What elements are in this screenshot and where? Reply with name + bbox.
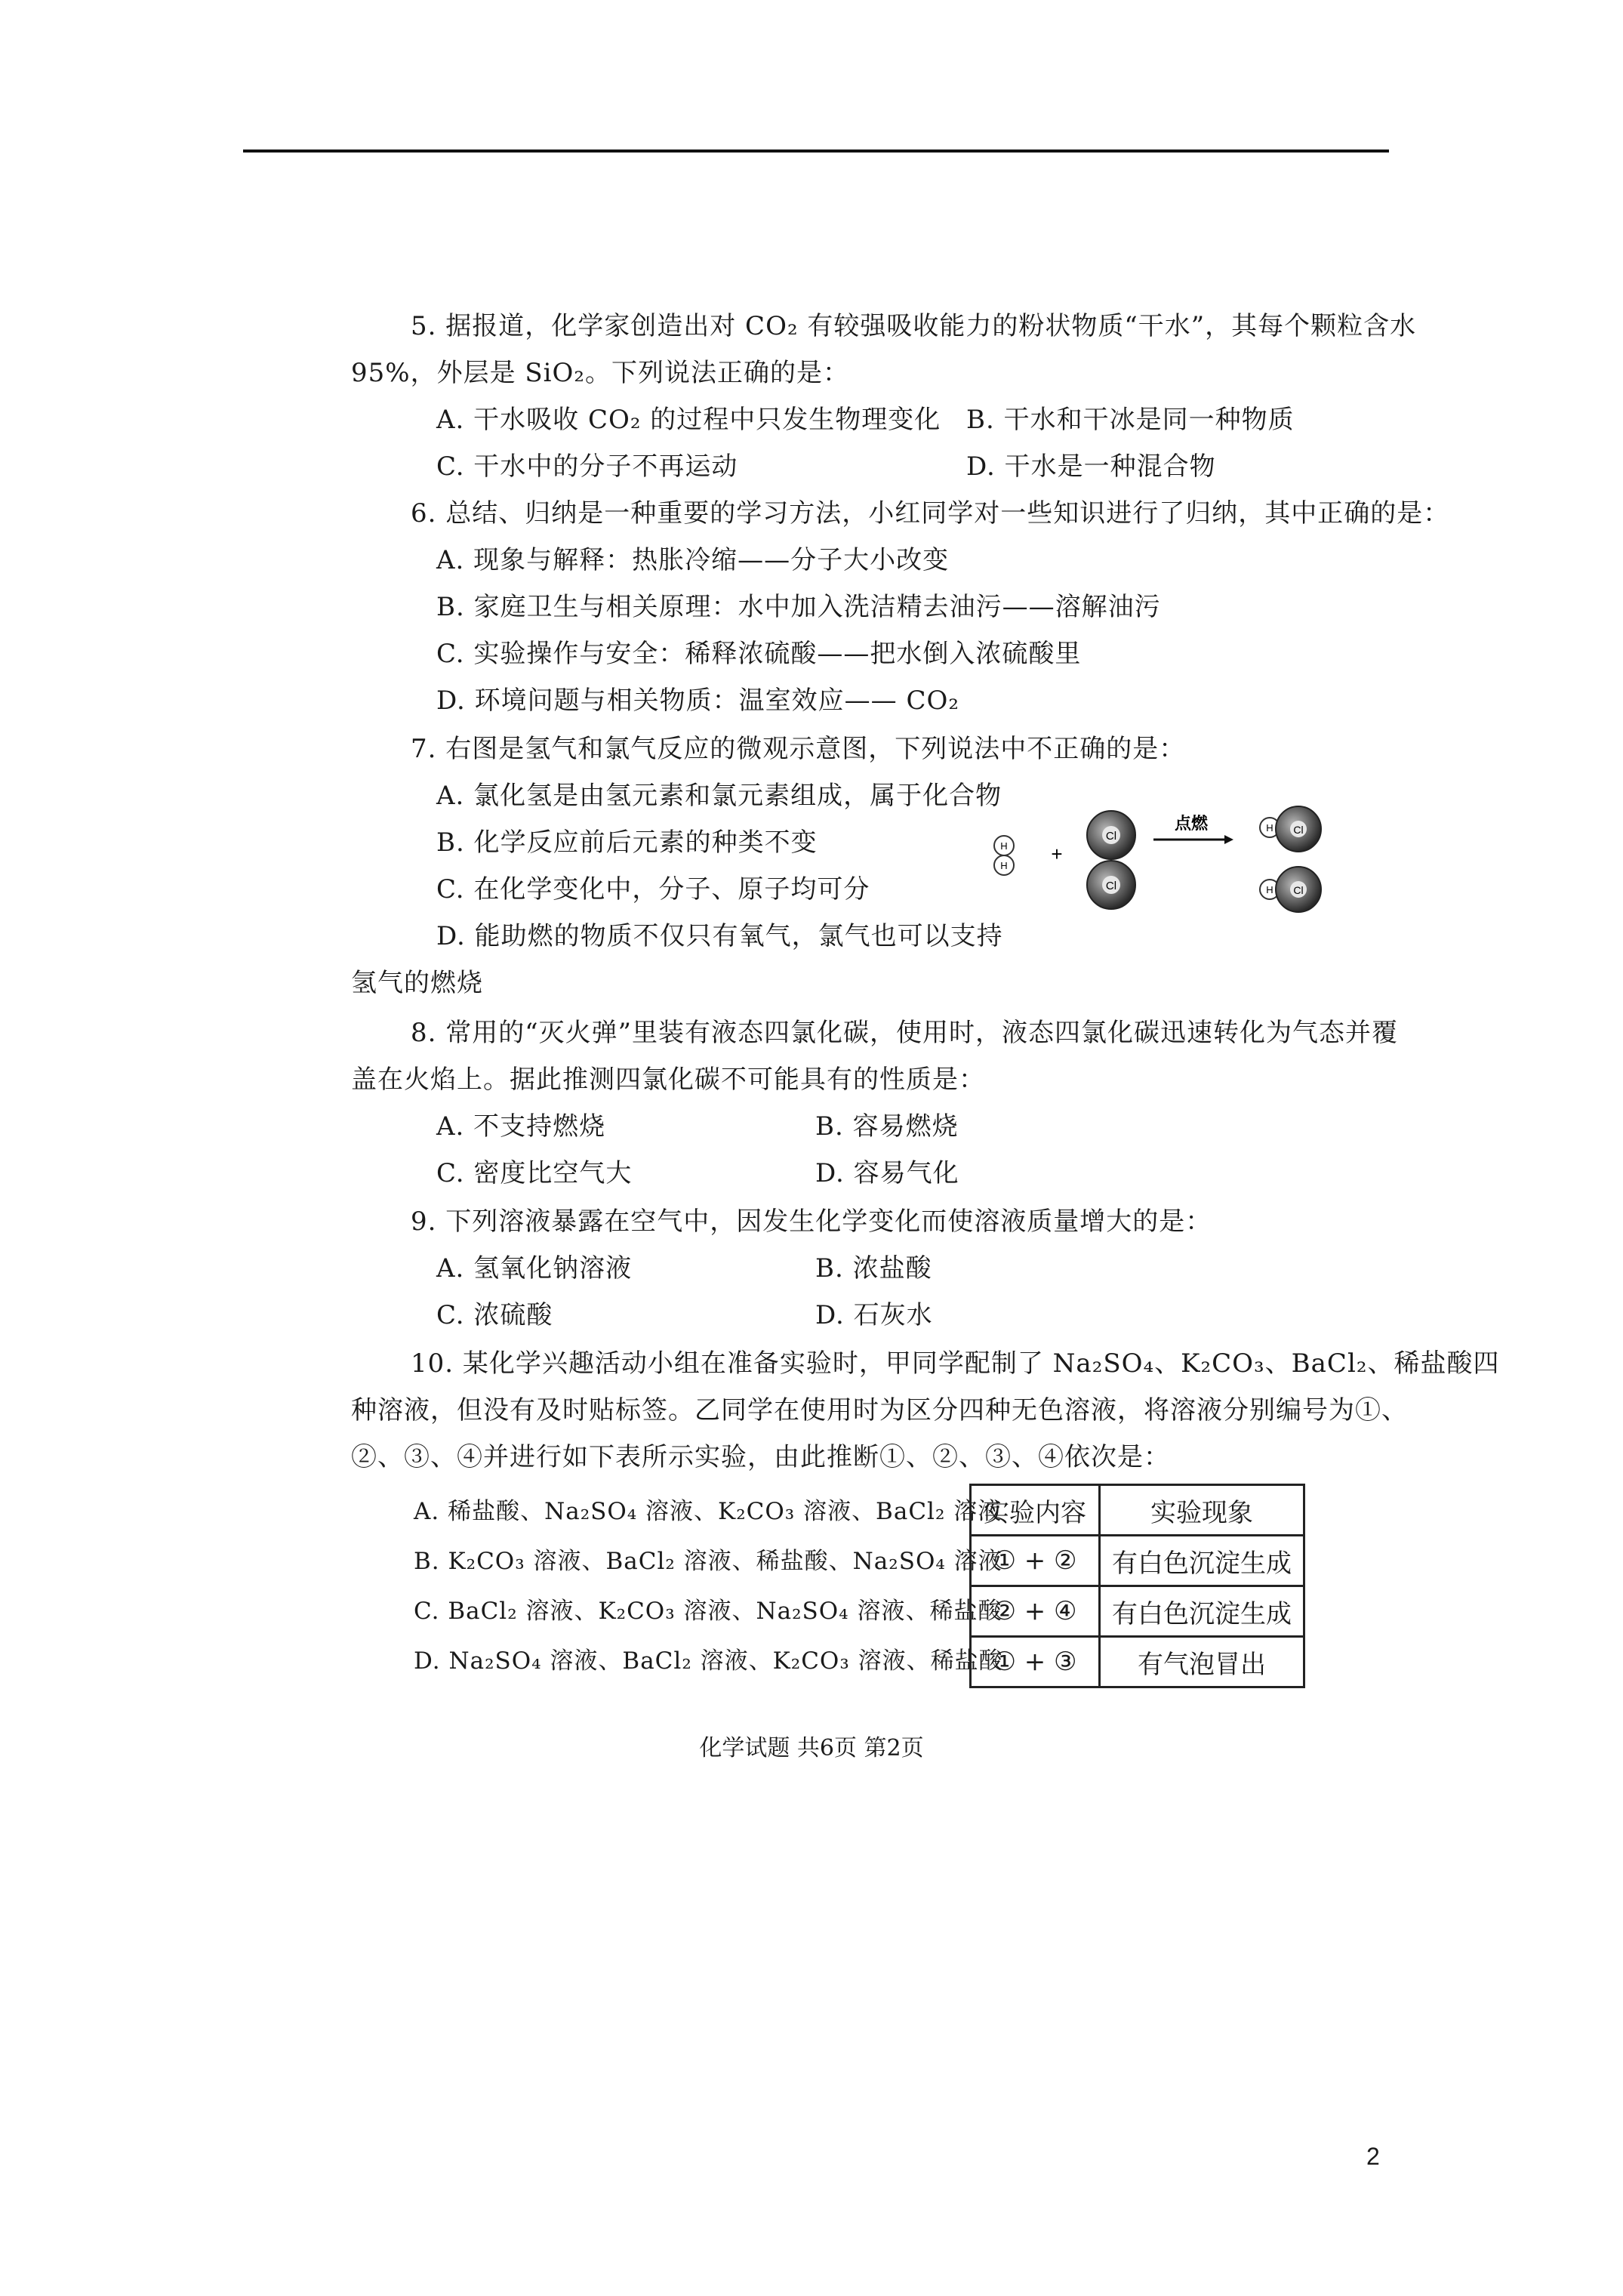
table-cell: ① + ②: [971, 1536, 1100, 1586]
q5-option-a: A. 干水吸收 CO₂ 的过程中只发生物理变化: [436, 405, 941, 435]
table-cell: 有白色沉淀生成: [1100, 1536, 1304, 1586]
hcl-molecule-1: [1260, 806, 1321, 852]
q7-option-d-continued: 氢气的燃烧: [351, 968, 483, 998]
cl-label-2: Cl: [1105, 880, 1117, 892]
q10-option-b: B. K₂CO₃ 溶液、BaCl₂ 溶液、稀盐酸、Na₂SO₄ 溶液: [414, 1548, 1002, 1575]
svg-text:Cl: Cl: [1293, 824, 1304, 836]
q10-option-c: C. BaCl₂ 溶液、K₂CO₃ 溶液、Na₂SO₄ 溶液、稀盐酸: [414, 1598, 1002, 1625]
q10-option-a: A. 稀盐酸、Na₂SO₄ 溶液、K₂CO₃ 溶液、BaCl₂ 溶液: [414, 1498, 1002, 1525]
table-cell: ① + ③: [971, 1637, 1100, 1687]
q8-option-a: A. 不支持燃烧: [436, 1111, 606, 1142]
experiment-table: [969, 1484, 1305, 1688]
reaction-condition: 点燃: [1174, 815, 1209, 834]
q8-stem-line1: 8. 常用的“灭火弹”里装有液态四氯化碳，使用时，液态四氯化碳迅速转化为气态并覆: [411, 1018, 1399, 1048]
q5-option-b: B. 干水和干冰是同一种物质: [966, 405, 1295, 435]
svg-text:Cl: Cl: [1293, 884, 1304, 896]
table-cell: 有气泡冒出: [1100, 1637, 1304, 1687]
hcl-molecule-2: [1260, 867, 1321, 912]
plus-sign: +: [1051, 843, 1063, 865]
q9-option-c: C. 浓硫酸: [436, 1300, 553, 1330]
q9-option-b: B. 浓盐酸: [815, 1253, 932, 1284]
q5-stem-line1: 5. 据报道，化学家创造出对 CO₂ 有较强吸收能力的粉状物质“干水”，其每个颗粒含水: [411, 311, 1417, 341]
q6-option-d: D. 环境问题与相关物质：温室效应—— CO₂: [436, 686, 959, 716]
chlorine-molecule: [1087, 811, 1135, 909]
table-header-row: [971, 1485, 1304, 1536]
q8-option-c: C. 密度比空气大: [436, 1158, 633, 1188]
q9-stem: 9. 下列溶液暴露在空气中，因发生化学变化而使溶液质量增大的是：: [411, 1207, 1212, 1237]
q8-option-d: D. 容易气化: [815, 1158, 959, 1188]
h-label-2: H: [1000, 860, 1008, 871]
q9-option-d: D. 石灰水: [815, 1300, 933, 1330]
cl-label-1: Cl: [1105, 830, 1117, 843]
table-row: [971, 1637, 1304, 1687]
q7-option-d: D. 能助燃的物质不仅只有氧气，氯气也可以支持: [436, 921, 1003, 951]
q5-stem-line2: 95%，外层是 SiO₂。下列说法正确的是：: [351, 358, 850, 388]
hydrogen-molecule: [994, 836, 1014, 875]
q6-option-a: A. 现象与解释：热胀冷缩——分子大小改变: [436, 545, 950, 575]
q6-stem: 6. 总结、归纳是一种重要的学习方法，小红同学对一些知识进行了归纳，其中正确的是：: [411, 498, 1450, 529]
q8-option-b: B. 容易燃烧: [815, 1111, 959, 1142]
q10-option-d: D. Na₂SO₄ 溶液、BaCl₂ 溶液、K₂CO₃ 溶液、稀盐酸: [414, 1647, 1003, 1675]
q7-option-a: A. 氯化氢是由氢元素和氯元素组成，属于化合物: [436, 781, 1002, 811]
h-label-1: H: [1000, 840, 1008, 852]
q5-option-d: D. 干水是一种混合物: [966, 451, 1216, 482]
table-row: [971, 1536, 1304, 1586]
table-header-content: 实验内容: [971, 1485, 1100, 1536]
q7-option-b: B. 化学反应前后元素的种类不变: [436, 827, 818, 858]
q5-option-c: C. 干水中的分子不再运动: [436, 451, 738, 482]
table-cell: ② + ④: [971, 1586, 1100, 1637]
q9-option-a: A. 氢氧化钠溶液: [436, 1253, 633, 1284]
svg-text:H: H: [1266, 822, 1273, 834]
q6-option-b: B. 家庭卫生与相关原理：水中加入洗洁精去油污——溶解油污: [436, 592, 1161, 622]
header-rule: [243, 149, 1389, 153]
table-header-result: 实验现象: [1100, 1485, 1304, 1536]
hydrogen-chlorine-reaction-diagram: [981, 793, 1336, 929]
page-number: 2: [1366, 2143, 1380, 2170]
q7-stem: 7. 右图是氢气和氯气反应的微观示意图，下列说法中不正确的是：: [411, 734, 1186, 764]
q8-stem-line2: 盖在火焰上。据此推测四氯化碳不可能具有的性质是：: [351, 1065, 985, 1095]
page-footer: 化学试题 共6页 第2页: [699, 1735, 924, 1761]
q6-option-c: C. 实验操作与安全：稀释浓硫酸——把水倒入浓硫酸里: [436, 639, 1082, 669]
table-row: [971, 1586, 1304, 1637]
q10-stem-line3: ②、③、④并进行如下表所示实验，由此推断①、②、③、④依次是：: [351, 1442, 1170, 1472]
q10-stem-line2: 种溶液，但没有及时贴标签。乙同学在使用时为区分四种无色溶液，将溶液分别编号为①、: [351, 1395, 1408, 1425]
table-cell: 有白色沉淀生成: [1100, 1586, 1304, 1637]
svg-text:H: H: [1266, 884, 1273, 895]
q10-stem-line1: 10. 某化学兴趣活动小组在准备实验时，甲同学配制了 Na₂SO₄、K₂CO₃、BaCl₂、稀盐酸四: [411, 1348, 1500, 1379]
q7-option-c: C. 在化学变化中，分子、原子均可分: [436, 874, 870, 905]
